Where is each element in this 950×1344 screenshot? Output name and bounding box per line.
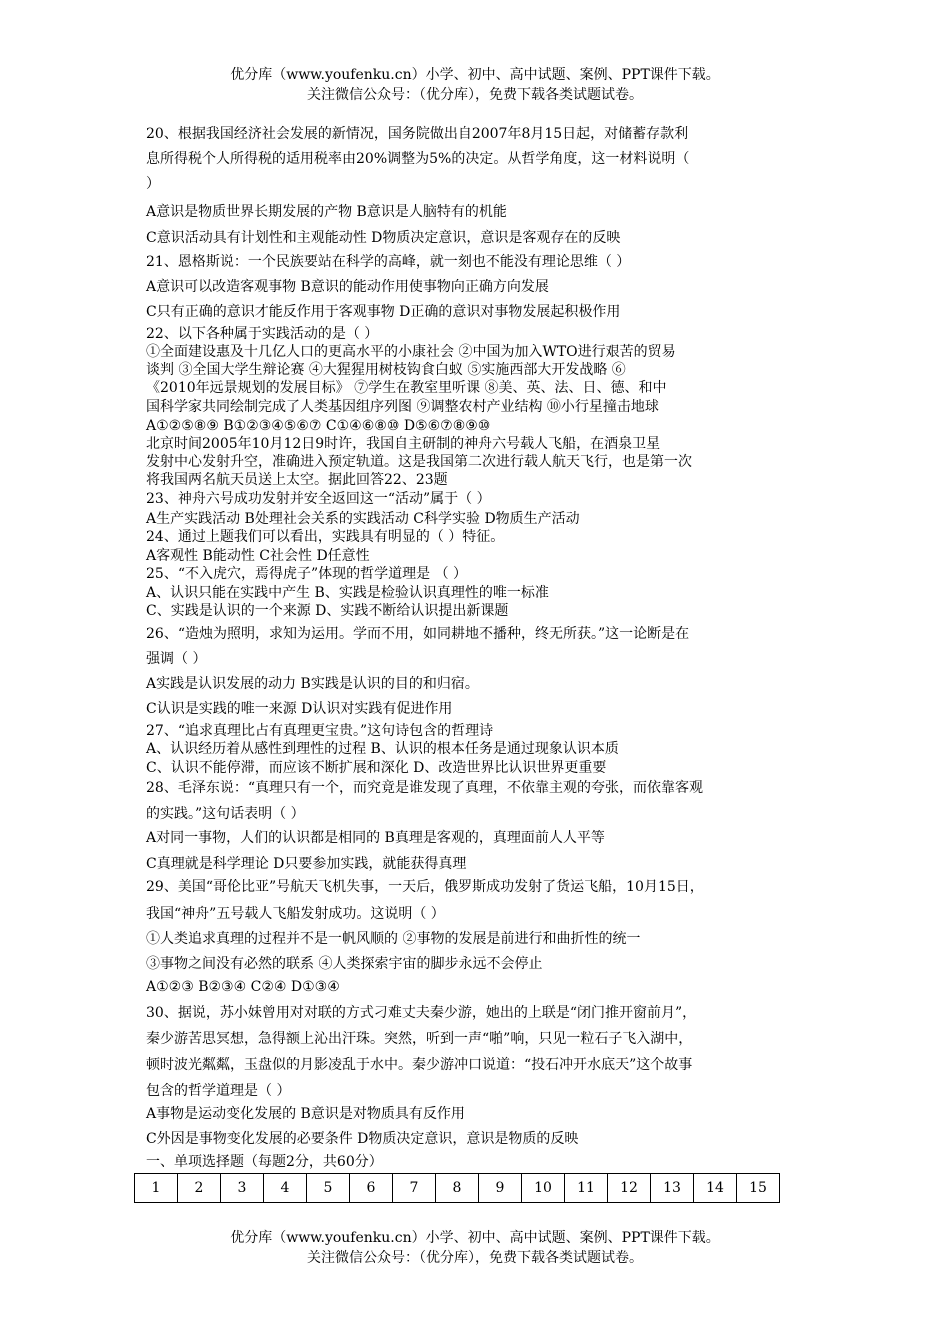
text-line: 27、“追求真理比占有真理更宝贵。”这句诗包含的哲理诗 [146,723,494,739]
text-line: ③事物之间没有必然的联系 ④人类探索宇宙的脚步永远不会停止 [146,956,543,972]
text-line: A、认识只能在实践中产生 B、实践是检验认识真理性的唯一标准 [146,585,549,601]
text-line: 国科学家共同绘制完成了人类基因组序列图 ⑨调整农村产业结构 ⑩小行星撞击地球 [146,399,659,415]
answer-table-cell: 8 [436,1174,479,1203]
text-line: 20、根据我国经济社会发展的新情况，国务院做出自2007年8月15日起，对储蓄存款利 [146,126,689,142]
text-line: A①②⑤⑧⑨ B①②③④⑤⑥⑦ C①④⑥⑧⑩ D⑤⑥⑦⑧⑨⑩ [146,418,491,434]
text-line: A意识是物质世界长期发展的产物 B意识是人脑特有的机能 [146,204,507,220]
text-line: 25、“不入虎穴，焉得虎子”体现的哲学道理是 （ ） [146,566,468,582]
text-line: 将我国两名航天员送上太空。据此回答22、23题 [146,472,448,488]
answer-table [134,1173,780,1203]
text-line: 21、恩格斯说：一个民族要站在科学的高峰，就一刻也不能没有理论思维（ ） [146,254,631,270]
text-line: A生产实践活动 B处理社会关系的实践活动 C科学实验 D物质生产活动 [146,511,580,527]
text-line: 秦少游苦思冥想，急得额上沁出汗珠。突然，听到一声“啪”响，只见一粒石子飞入湖中， [146,1031,693,1047]
text-line: 一、单项选择题（每题2分，共60分） [146,1154,383,1170]
text-line: C认识是实践的唯一来源 D认识对实践有促进作用 [146,701,453,717]
text-line: ） [146,176,160,192]
text-line: 北京时间2005年10月12日9时许，我国自主研制的神舟六号载人飞船，在酒泉卫星 [146,436,661,452]
text-line: A事物是运动变化发展的 B意识是对物质具有反作用 [146,1106,465,1122]
answer-table-header-row [135,1174,780,1203]
answer-table-cell: 2 [178,1174,221,1203]
answer-table-cell: 14 [694,1174,737,1203]
text-line: ①全面建设惠及十几亿人口的更高水平的小康社会 ②中国为加入WTO进行艰苦的贸易 [146,344,676,360]
text-line: C意识活动具有计划性和主观能动性 D物质决定意识，意识是客观存在的反映 [146,230,621,246]
text-line: 息所得税个人所得税的适用税率由20%调整为5%的决定。从哲学角度，这一材料说明（ [146,151,690,167]
text-line: 28、毛泽东说：“真理只有一个，而究竟是谁发现了真理，不依靠主观的夸张，而依靠客观 [146,780,703,796]
text-line: A对同一事物，人们的认识都是相同的 B真理是客观的，真理面前人人平等 [146,830,605,846]
answer-table-cell: 4 [264,1174,307,1203]
header-line-2: 关注微信公众号：（优分库），免费下载各类试题试卷。 [307,87,643,103]
text-line: 24、通过上题我们可以看出，实践具有明显的（ ）特征。 [146,529,505,545]
text-line: A客观性 B能动性 C社会性 D任意性 [146,548,370,564]
text-line: 的实践。”这句话表明（ ） [146,806,305,822]
answer-table-cell: 1 [135,1174,178,1203]
footer-line-1: 优分库（www.youfenku.cn）小学、初中、高中试题、案例、PPT课件下载。 [230,1230,720,1246]
text-line: 23、神舟六号成功发射并安全返回这一“活动”属于（ ） [146,491,491,507]
answer-table-cell: 9 [479,1174,522,1203]
text-line: 包含的哲学道理是（ ） [146,1083,291,1099]
text-line: 30、据说，苏小妹曾用对对联的方式刁难丈夫秦少游，她出的上联是“闭门推开窗前月”， [146,1005,697,1021]
text-line: 26、“造烛为照明，求知为运用。学而不用，如同耕地不播种，终无所获。”这一论断是在 [146,626,690,642]
text-line: 强调（ ） [146,651,207,667]
text-line: C、认识不能停滞，而应该不断扩展和深化 D、改造世界比认识世界更重要 [146,760,607,776]
text-line: 发射中心发射升空，准确进入预定轨道。这是我国第二次进行载人航天飞行，也是第一次 [146,454,692,470]
header-line-1: 优分库（www.youfenku.cn）小学、初中、高中试题、案例、PPT课件下载。 [230,67,720,83]
text-line: A意识可以改造客观事物 B意识的能动作用使事物向正确方向发展 [146,279,549,295]
text-line: 谈判 ③全国大学生辩论赛 ④大猩猩用树枝钩食白蚁 ⑤实施西部大开发战略 ⑥ [146,362,626,378]
answer-table-cell: 10 [522,1174,565,1203]
text-line: 顿时波光粼粼，玉盘似的月影凌乱于水中。秦少游冲口说道：“投石冲开水底天”这个故事 [146,1057,693,1073]
answer-table-cell: 11 [565,1174,608,1203]
footer-line-2: 关注微信公众号：（优分库），免费下载各类试题试卷。 [307,1250,643,1266]
answer-table-cell: 3 [221,1174,264,1203]
text-line: C外因是事物变化发展的必要条件 D物质决定意识，意识是物质的反映 [146,1131,579,1147]
answer-table-cell: 12 [608,1174,651,1203]
text-line: C真理就是科学理论 D只要参加实践，就能获得真理 [146,856,467,872]
answer-table-cell: 13 [651,1174,694,1203]
text-line: A①②③ B②③④ C②④ D①③④ [146,979,340,995]
text-line: A实践是认识发展的动力 B实践是认识的目的和归宿。 [146,676,479,692]
text-line: 我国“神舟”五号载人飞船发射成功。这说明（ ） [146,906,445,922]
text-line: ①人类追求真理的过程并不是一帆风顺的 ②事物的发展是前进行和曲折性的统一 [146,931,641,947]
text-line: C只有正确的意识才能反作用于客观事物 D正确的意识对事物发展起积极作用 [146,304,621,320]
text-line: C、实践是认识的一个来源 D、实践不断给认识提出新课题 [146,603,509,619]
answer-table-cell: 5 [307,1174,350,1203]
answer-table-cell: 7 [393,1174,436,1203]
answer-table-cell: 15 [737,1174,780,1203]
text-line: A、认识经历着从感性到理性的过程 B、认识的根本任务是通过现象认识本质 [146,741,619,757]
text-line: 29、美国“哥伦比亚”号航天飞机失事，一天后，俄罗斯成功发射了货运飞船，10月15日， [146,879,704,895]
text-line: 22、以下各种属于实践活动的是（ ） [146,326,379,342]
text-line: 《2010年远景规划的发展目标》 ⑦学生在教室里听课 ⑧美、英、法、日、德、和中 [146,380,667,396]
answer-table-cell: 6 [350,1174,393,1203]
